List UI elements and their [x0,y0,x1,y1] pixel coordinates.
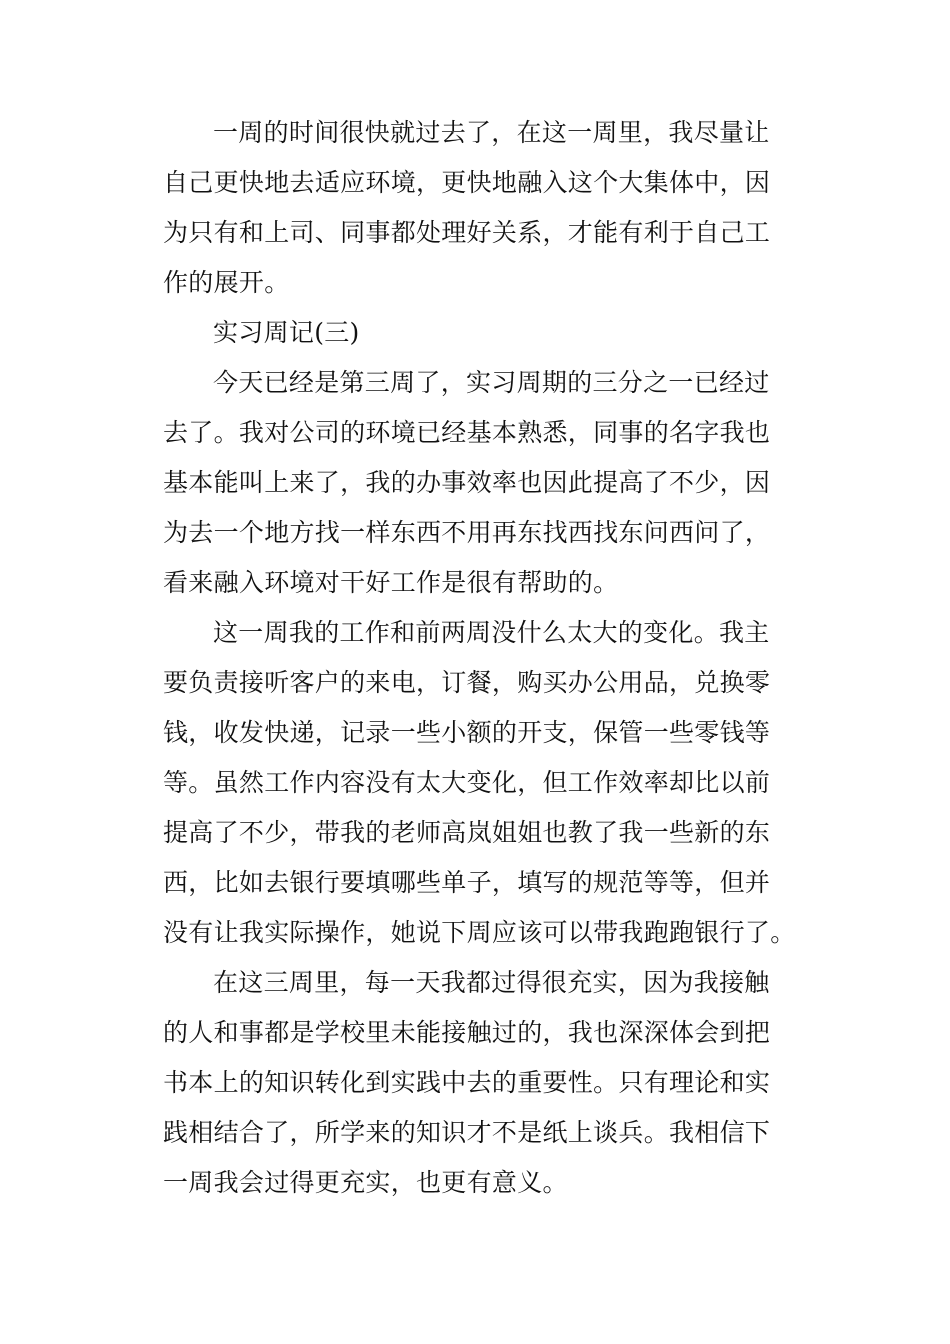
paragraph-4-line-1: 在这三周里，每一天我都过得很充实，因为我接触 [213,968,770,997]
paragraph-4-line-2: 的人和事都是学校里未能接触过的，我也深深体会到把 [163,1018,771,1047]
paragraph-3-line-6: 西，比如去银行要填哪些单子，填写的规范等等，但并 [163,868,771,897]
paragraph-1-line-4: 作的展开。 [163,268,290,297]
paragraph-4-line-5: 一周我会过得更充实，也更有意义。 [163,1168,568,1197]
paragraph-3-line-5: 提高了不少，带我的老师高岚姐姐也教了我一些新的东 [163,818,771,847]
paragraph-1-line-2: 自己更快地去适应环境，更快地融入这个大集体中，因 [163,168,771,197]
paragraph-2-line-4: 为去一个地方找一样东西不用再东找西找东问西问了， [163,518,771,547]
paragraph-1-line-3: 为只有和上司、同事都处理好关系，才能有利于自己工 [163,218,771,247]
paragraph-3-line-4: 等。虽然工作内容没有太大变化，但工作效率却比以前 [163,768,771,797]
paragraph-4-line-4: 践相结合了，所学来的知识才不是纸上谈兵。我相信下 [163,1118,771,1147]
paragraph-3-line-3: 钱，收发快递，记录一些小额的开支，保管一些零钱等 [163,718,771,747]
paragraph-3-line-7: 没有让我实际操作，她说下周应该可以带我跑跑银行了。 [163,918,796,947]
paragraph-3-line-1: 这一周我的工作和前两周没什么太大的变化。我主 [213,618,770,647]
paragraph-3-line-2: 要负责接听客户的来电，订餐，购买办公用品，兑换零 [163,668,771,697]
paragraph-1-line-1: 一周的时间很快就过去了，在这一周里，我尽量让 [213,118,770,147]
paragraph-2-line-2: 去了。我对公司的环境已经基本熟悉，同事的名字我也 [163,418,771,447]
paragraph-2-line-3: 基本能叫上来了，我的办事效率也因此提高了不少，因 [163,468,771,497]
paragraph-2-line-5: 看来融入环境对干好工作是很有帮助的。 [163,568,619,597]
paragraph-4-line-3: 书本上的知识转化到实践中去的重要性。只有理论和实 [163,1068,771,1097]
paragraph-2-line-1: 今天已经是第三周了，实习周期的三分之一已经过 [213,368,770,397]
section-heading: 实习周记(三) [213,318,360,347]
